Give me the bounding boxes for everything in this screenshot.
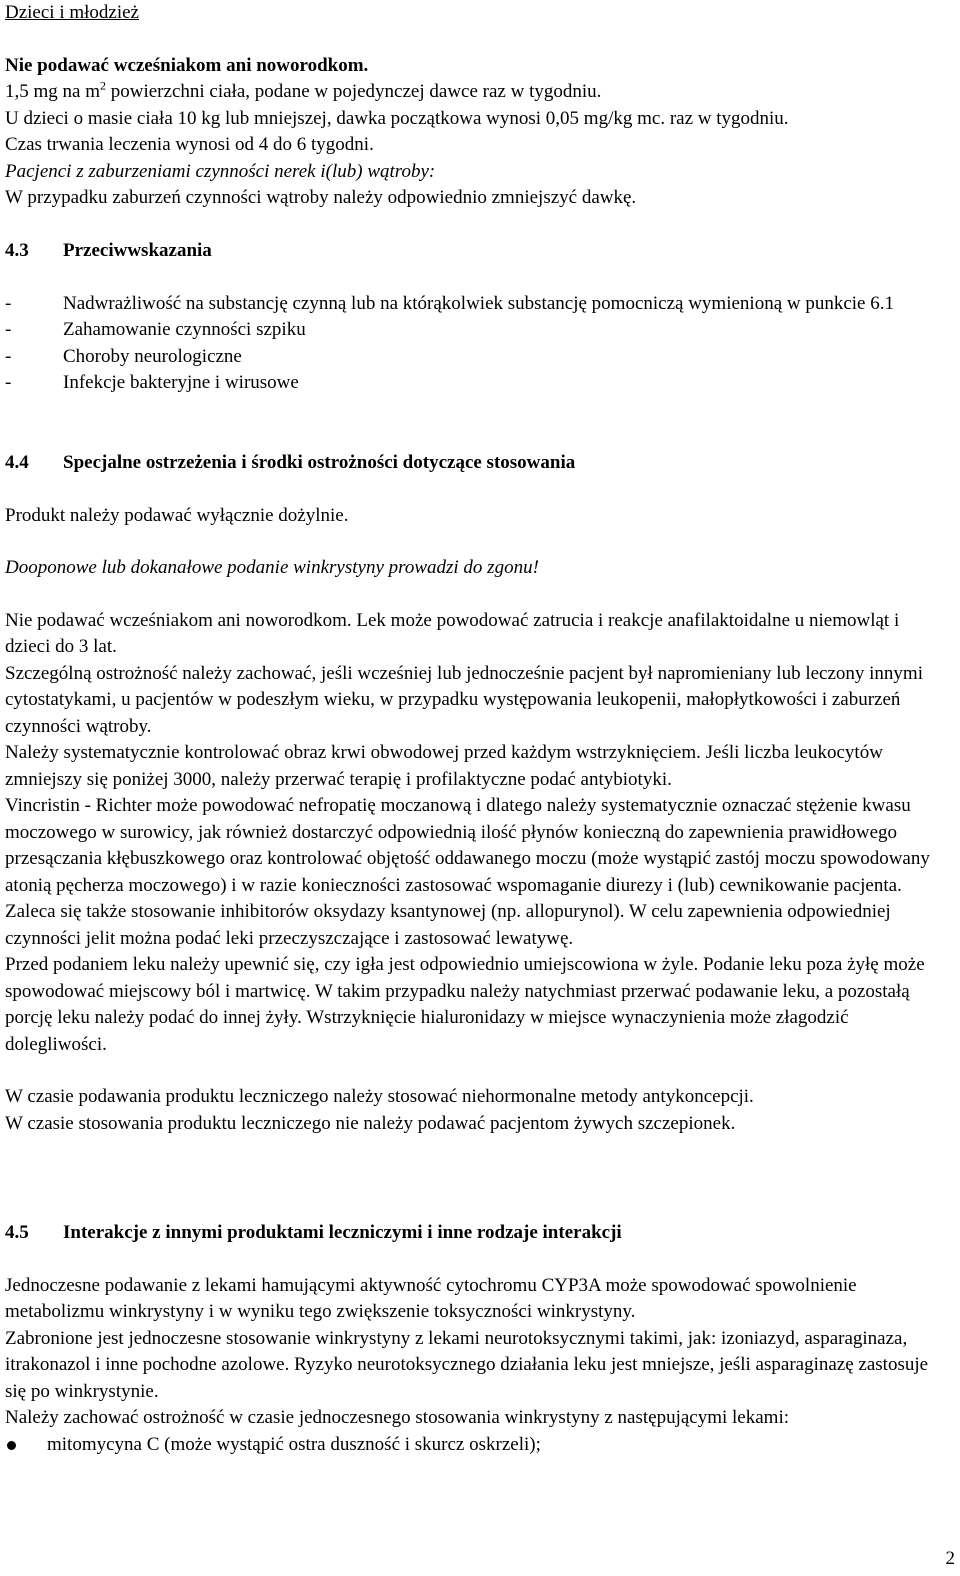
paragraph: Jednoczesne podawanie z lekami hamującymi aktywność cytochromu CYP3A może spowodować spowolnienie metabolizmu winkrystyny i w wyniku tego zwiększenie toksyczności winkrystyny. xyxy=(5,1274,857,1322)
paragraph: W czasie podawania produktu leczniczego należy stosować niehormonalne metody antykoncepcji. xyxy=(5,1086,754,1107)
children-dose: 1,5 mg na $m^2$ powierzchni ciała, podane w pojedynczej dawce raz w tygodniu. xyxy=(5,78,602,102)
section-4-3 xyxy=(5,238,945,397)
list-item xyxy=(5,370,945,397)
section-title: Przeciwwskazania xyxy=(63,240,212,261)
paragraph: Należy systematycznie kontrolować obraz krwi obwodowej przed każdym wstrzyknięciem. Jeśli liczba leukocytów zmniejszy się poniżej 3000, należy przerwać terapię i profilaktyczne podać antybiotyki. xyxy=(5,742,883,790)
page-number: 2 xyxy=(945,1548,955,1569)
paragraph: Przed podaniem leku należy upewnić się, czy igła jest odpowiednio umiejscowiona w żyle. Podanie leku poza żyłę może spowodować miejscowy ból i martwicę. W takim przypadku należy natychmiast przerwać podawanie leku, a pozostałą porcję leku należy podać do innej żyły. Wstrzyknięcie hialuronidazy w miejsce wynaczynienia może złagodzić dolegliwości. xyxy=(5,954,925,1055)
hepatic-dose-note: W przypadku zaburzeń czynności wątroby należy odpowiednio zmniejszyć dawkę. xyxy=(5,187,637,208)
section-title-children: Dzieci i młodzież xyxy=(5,2,139,23)
renal-hepatic-subtitle: Pacjenci z zaburzeniami czynności nerek i(lub) wątroby: xyxy=(5,160,436,182)
section-heading xyxy=(5,450,945,477)
dash-marker: - xyxy=(5,372,12,393)
section-number: 4.3 xyxy=(5,240,29,261)
section-4-4 xyxy=(5,450,945,1137)
dash-marker: - xyxy=(5,345,12,367)
dash-marker: - xyxy=(5,292,12,314)
list-item xyxy=(5,344,945,371)
list-item-text: Choroby neurologiczne xyxy=(63,345,242,367)
bullet-text: mitomycyna C (może wystąpić ostra duszność i skurcz oskrzeli); xyxy=(47,1433,541,1455)
section-number: 4.4 xyxy=(5,452,29,473)
paragraph: Zabronione jest jednoczesne stosowanie winkrystyny z lekami neurotoksycznymi takimi, jak: izoniazyd, asparaginaza, itrakonazol i inne pochodne azolowe. Ryzyko neurotoksycznego działania leku jest mniejsze, jeśli asparaginazę zastosuje się po winkrystynie. xyxy=(5,1327,929,1402)
paragraph: Produkt należy podawać wyłącznie dożylnie. xyxy=(5,504,349,526)
list-item-text: Zahamowanie czynności szpiku xyxy=(63,319,306,340)
section-4-5 xyxy=(5,1220,945,1458)
list-item-text: Nadwrażliwość na substancję czynną lub na którąkolwiek substancję pomocniczą wymienioną w punkcie 6.1 xyxy=(63,292,894,314)
section-title: Specjalne ostrzeżenia i środki ostrożności dotyczące stosowania xyxy=(63,452,576,473)
section-title: Interakcje z innymi produktami leczniczymi i inne rodzaje interakcji xyxy=(63,1222,622,1243)
section-number: 4.5 xyxy=(5,1222,29,1243)
section-children xyxy=(5,0,945,212)
list-item xyxy=(5,317,945,344)
children-dose-small: U dzieci o masie ciała 10 kg lub mniejszej, dawka początkowa wynosi 0,05 mg/kg mc. raz w tygodniu. xyxy=(5,107,789,129)
children-warning: Nie podawać wcześniakom ani noworodkom. xyxy=(5,54,369,76)
paragraph: Należy zachować ostrożność w czasie jednoczesnego stosowania winkrystyny z następującymi lekami: xyxy=(5,1407,790,1428)
bullet-icon xyxy=(5,1432,47,1458)
section-heading xyxy=(5,238,945,265)
paragraph: Vincristin - Richter może powodować nefropatię moczanową i dlatego należy systematycznie oznaczać stężenie kwasu moczowego w surowicy, jak również dostarczyć odpowiednią ilość płynów konieczną do zapewnienia prawidłowego przesączania kłębuszkowego oraz kontrolować objętość oddawanego moczu (może wystąpić zastój moczu spowodowany atonią pęcherza moczowego) i w razie konieczności zastosować wspomaganie diurezy i (lub) cewnikowanie pacjenta. Zaleca się także stosowanie inhibitorów oksydazy ksantynowej (np. allopurynol). W celu zapewnienia odpowiedniej czynności jelit można podać leki przeczyszczające i zastosować lewatywę. xyxy=(5,795,930,949)
dash-marker: - xyxy=(5,319,12,340)
section-heading xyxy=(5,1220,945,1247)
bullet-item xyxy=(5,1432,945,1459)
list-item-text: Infekcje bakteryjne i wirusowe xyxy=(63,372,299,393)
list-item xyxy=(5,291,945,318)
paragraph: W czasie stosowania produktu leczniczego nie należy podawać pacjentom żywych szczepionek. xyxy=(5,1112,736,1134)
paragraph: Szczególną ostrożność należy zachować, jeśli wcześniej lub jednocześnie pacjent był napromieniany lub leczony innymi cytostatykami, u pacjentów w podeszłym wieku, w przypadku występowania leukopenii, małopłytkowości i zaburzeń czynności wątroby. xyxy=(5,662,923,737)
superscript: 2 xyxy=(100,78,106,93)
children-duration: Czas trwania leczenia wynosi od 4 do 6 tygodni. xyxy=(5,134,374,155)
paragraph-warning-italic: Dooponowe lub dokanałowe podanie winkrystyny prowadzi do zgonu! xyxy=(5,557,539,578)
paragraph: Nie podawać wcześniakom ani noworodkom. Lek może powodować zatrucia i reakcje anafilaktoidalne u niemowląt i dzieci do 3 lat. xyxy=(5,609,900,657)
